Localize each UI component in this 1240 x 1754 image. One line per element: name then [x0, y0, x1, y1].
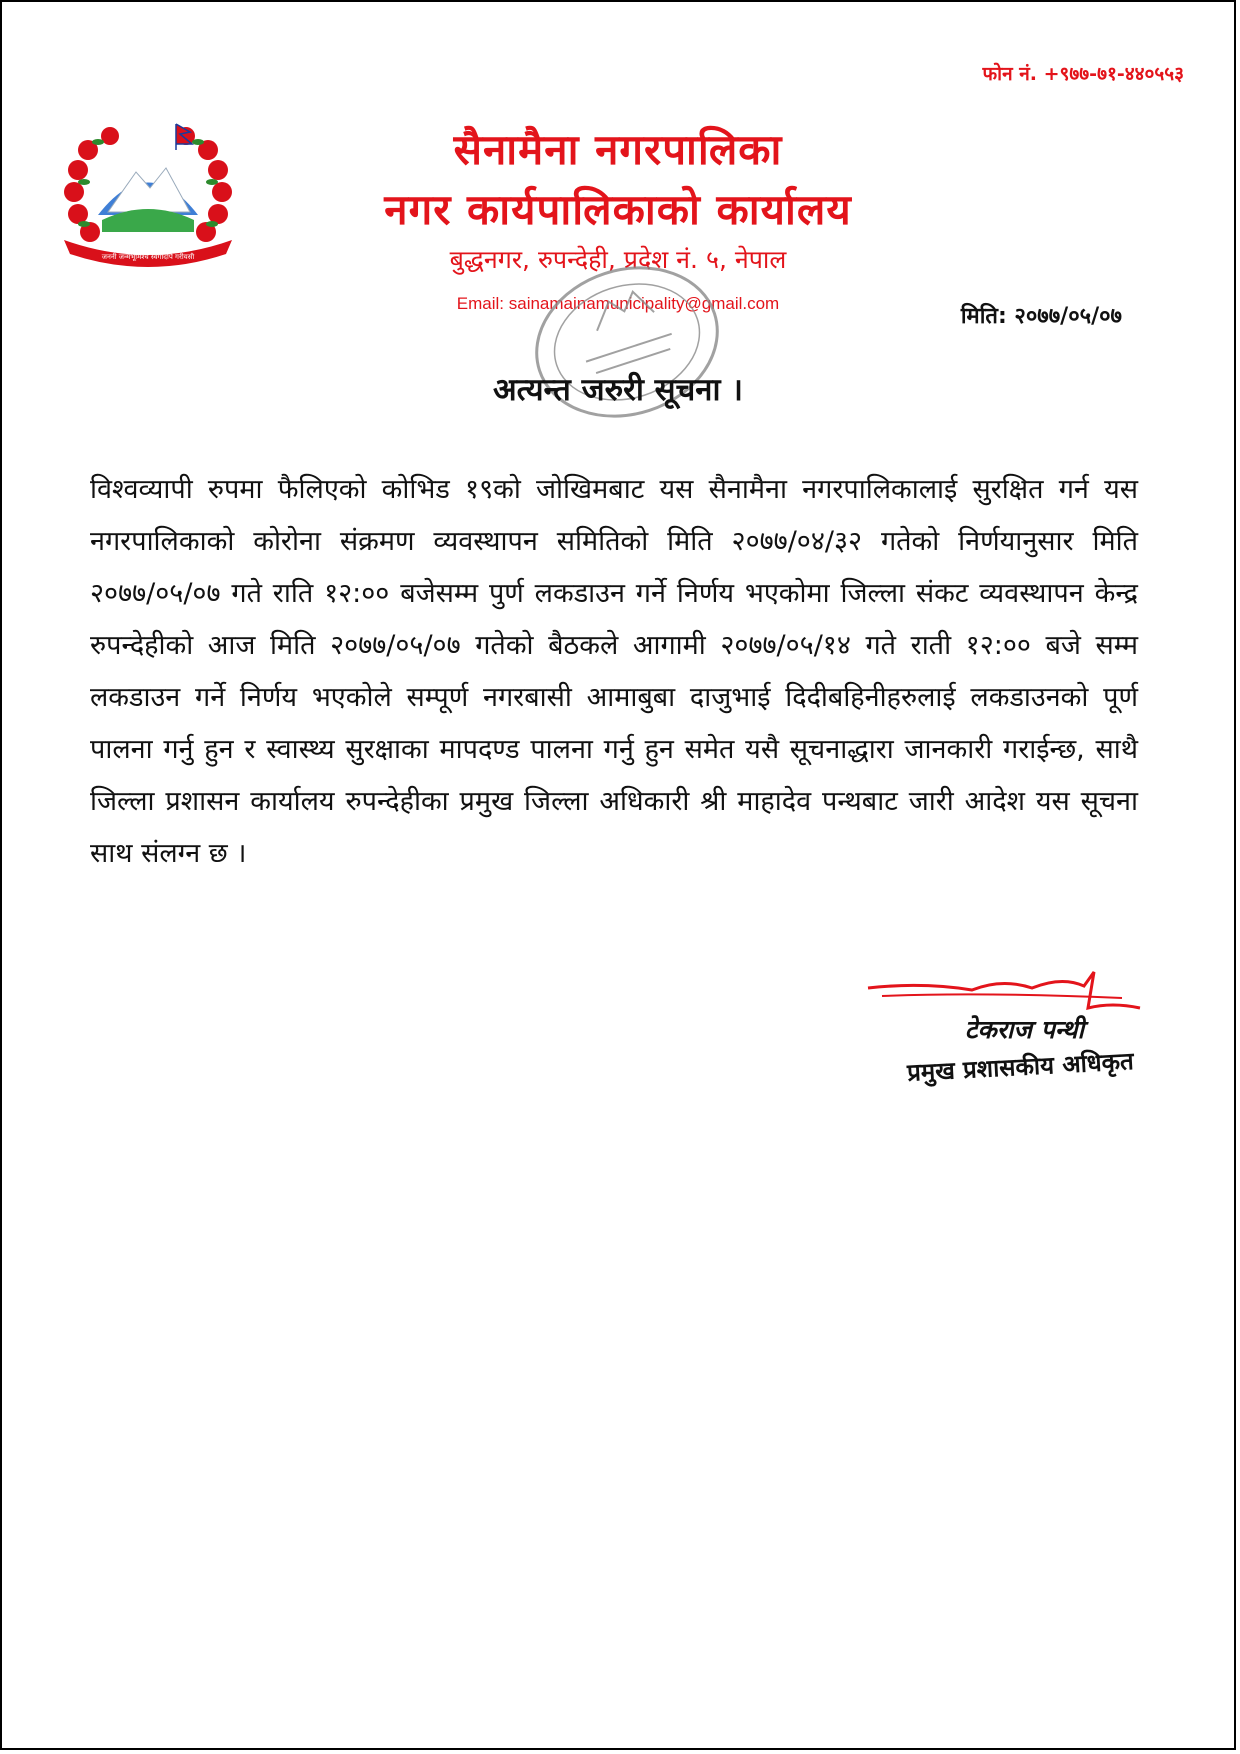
phone-number: फोन नं. +९७७-७१-४४०५५३	[982, 63, 1184, 85]
signatory-title: प्रमुख प्रशासकीय अधिकृत	[906, 1047, 1135, 1087]
notice-title: अत्यन्त जरुरी सूचना ।	[492, 372, 744, 408]
svg-text:जननी जन्मभूमिश्च स्वर्गादपि गर: जननी जन्मभूमिश्च स्वर्गादपि गरीयसी	[101, 253, 195, 261]
municipality-name: सैनामैना नगरपालिका	[453, 125, 783, 174]
office-name: नगर कार्यपालिकाको कार्यालय	[384, 185, 852, 234]
office-address: बुद्धनगर, रुपन्देही, प्रदेश नं. ५, नेपाल	[449, 245, 787, 274]
signatory-name: टेकराज पन्थी	[964, 1015, 1084, 1044]
office-email: Email: sainamainamunicipality@gmail.com	[456, 294, 780, 313]
notice-body: विश्वव्यापी रुपमा फैलिएको कोभिड १९को जोखिमबाट यस सैनामैना नगरपालिकालाई सुरक्षित गर्न यस नगरपालिकाको कोरोना संक्रमण व्यवस्थापन समितिको मिति २०७७/०४/३२ गतेको निर्णयानुसार मिति २०७७/०५/०७ गते राति १२:०० बजेसम्म पुर्ण लकडाउन गर्ने निर्णय भएकोमा जिल्ला संकट व्यवस्थापन केन्द्र रुपन्देहीको आज मिति २०७७/०५/०७ गतेको बैठकले आगामी २०७७/०५/१४ गते राती १२:०० बजे सम्म लकडाउन गर्ने निर्णय भएकोले सम्पूर्ण नगरबासी आमाबुबा दाजुभाई दिदीबहिनीहरुलाई लकडाउनको पूर्ण पालना गर्नु हुन र स्वास्थ्य सुरक्षाका मापदण्ड पालना गर्नु हुन समेत यसै सूचनाद्धारा जानकारी गराईन्छ, साथै जिल्ला प्रशासन कार्यालय रुपन्देहीका प्रमुख जिल्ला अधिकारी श्री माहादेव पन्थबाट जारी आदेश यस सूचना साथ संलग्न छ ।	[90, 474, 1138, 869]
notice-date: मिति: २०७७/०५/०७	[960, 304, 1122, 329]
